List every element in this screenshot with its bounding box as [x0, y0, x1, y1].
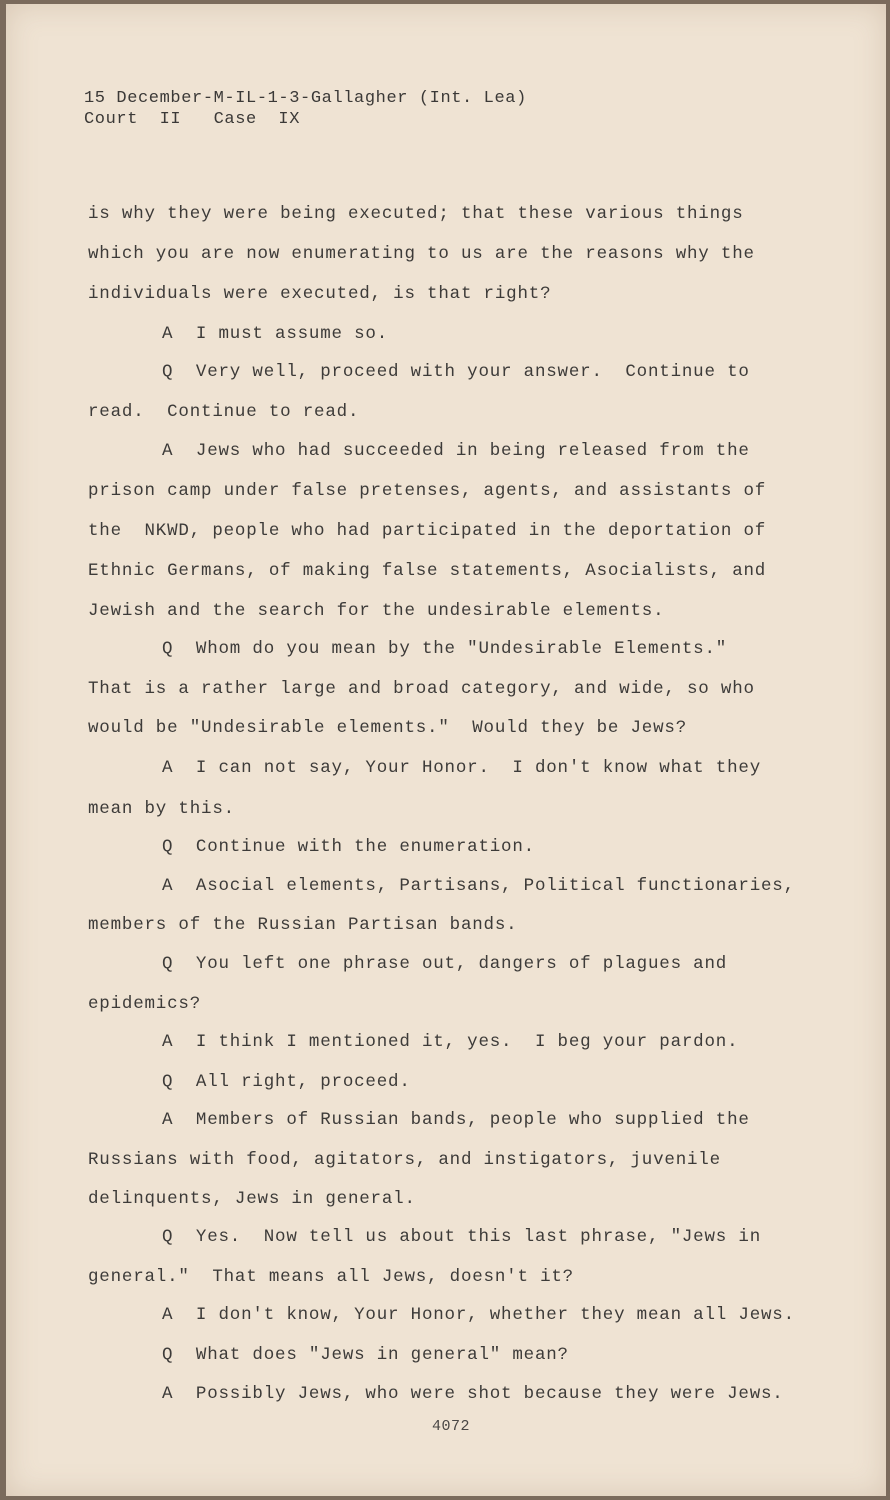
transcript-answer: A Possibly Jews, who were shot because they were Jews.: [162, 1384, 784, 1404]
transcript-line: mean by this.: [88, 799, 235, 819]
transcript-line: general." That means all Jews, doesn't it?: [88, 1267, 574, 1287]
transcript-answer: A I must assume so.: [162, 324, 389, 344]
transcript-answer: A I think I mentioned it, yes. I beg your pardon.: [162, 1032, 739, 1052]
transcript-line: which you are now enumerating to us are the reasons why the: [88, 244, 755, 264]
transcript-question: Q What does "Jews in general" mean?: [162, 1345, 569, 1365]
header-session-line: 15 December-M-IL-1-3-Gallagher (Int. Lea): [84, 89, 527, 108]
transcript-question: Q Very well, proceed with your answer. Continue to: [162, 362, 750, 382]
transcript-line: epidemics?: [88, 994, 202, 1014]
transcript-question: Q Continue with the enumeration.: [162, 837, 535, 857]
transcript-line: Jewish and the search for the undesirable elements.: [88, 601, 665, 621]
transcript-line: the NKWD, people who had participated in the deportation of: [88, 521, 767, 541]
transcript-line: Russians with food, agitators, and instigators, juvenile: [88, 1150, 721, 1170]
transcript-answer: A Jews who had succeeded in being released from the: [162, 441, 750, 461]
transcript-question: Q You left one phrase out, dangers of plagues and: [162, 954, 728, 974]
transcript-line: Ethnic Germans, of making false statements, Asocialists, and: [88, 561, 767, 581]
transcript-line: members of the Russian Partisan bands.: [88, 915, 518, 935]
transcript-line: That is a rather large and broad category, and wide, so who: [88, 679, 755, 699]
transcript-line: individuals were executed, is that right?: [88, 284, 552, 304]
transcript-line: would be "Undesirable elements." Would they be Jews?: [88, 718, 687, 738]
transcript-answer: A I don't know, Your Honor, whether they mean all Jews.: [162, 1305, 795, 1325]
transcript-line: delinquents, Jews in general.: [88, 1189, 416, 1209]
transcript-question: Q Whom do you mean by the "Undesirable Elements.": [162, 639, 728, 659]
transcript-answer: A Members of Russian bands, people who supplied the: [162, 1110, 750, 1130]
transcript-line: prison camp under false pretenses, agents, and assistants of: [88, 481, 767, 501]
transcript-question: Q All right, proceed.: [162, 1072, 411, 1092]
transcript-line: is why they were being executed; that these various things: [88, 204, 744, 224]
page-number: 4072: [432, 1418, 471, 1435]
transcript-answer: A I can not say, Your Honor. I don't know what they: [162, 758, 761, 778]
transcript-header: [84, 88, 527, 130]
transcript-line: read. Continue to read.: [88, 402, 360, 422]
transcript-question: Q Yes. Now tell us about this last phrase, "Jews in: [162, 1227, 761, 1247]
document-page: [6, 4, 886, 1496]
header-court-line: Court II Case IX: [84, 110, 301, 129]
transcript-answer: A Asocial elements, Partisans, Political functionaries,: [162, 876, 795, 896]
